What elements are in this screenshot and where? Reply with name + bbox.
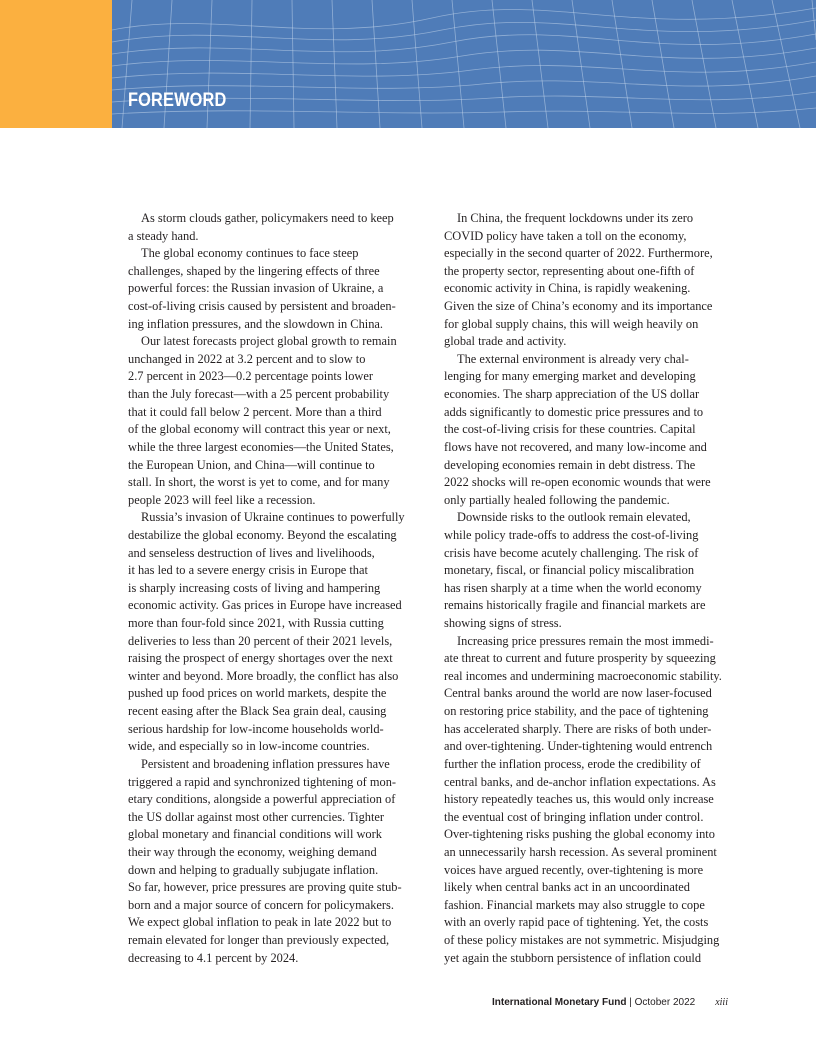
header-accent-block xyxy=(0,0,112,128)
text-line: COVID policy have taken a toll on the economy, xyxy=(444,228,687,243)
text-line: adds significantly to domestic price pressures and to xyxy=(444,404,704,419)
text-line: stall. In short, the worst is yet to come, and for many xyxy=(128,475,390,490)
text-line: etary conditions, alongside a powerful appreciation of xyxy=(128,792,396,807)
text-line: recent easing after the Black Sea grain deal, causing xyxy=(128,704,387,719)
text-line: the cost-of-living crisis for these countries. Capital xyxy=(444,422,696,437)
text-line: voices have argued recently, over-tightening is more xyxy=(444,862,704,877)
footer-date: October 2022 xyxy=(634,997,696,1008)
text-line: In China, the frequent lockdowns under its zero xyxy=(457,211,694,225)
text-line: So far, however, price pressures are proving quite stub- xyxy=(128,880,402,895)
text-line: Central banks around the world are now laser-focused xyxy=(444,686,712,701)
header-band xyxy=(0,0,816,128)
text-line: for global supply chains, this will weigh heavily on xyxy=(444,316,699,331)
text-line: decreasing to 4.1 percent by 2024. xyxy=(128,950,299,965)
text-line: remains historically fragile and financial markets are xyxy=(444,598,706,613)
text-line: developing economies remain in debt distress. The xyxy=(444,457,696,472)
text-line: Given the size of China’s economy and its importance xyxy=(444,299,713,314)
text-line: destabilize the global economy. Beyond the escalating xyxy=(128,527,397,542)
text-line: economic activity in China, is rapidly weakening. xyxy=(444,281,691,296)
text-line: raising the prospect of energy shortages over the next xyxy=(128,651,393,666)
text-line: cost-of-living crisis caused by persistent and broaden- xyxy=(128,299,396,314)
text-line: 2.7 percent in 2023—0.2 percentage points lower xyxy=(128,369,373,384)
text-line: the US dollar against most other currencies. Tighter xyxy=(128,809,385,824)
body-column-right xyxy=(444,210,727,967)
text-line: real incomes and undermining macroeconomic stability. xyxy=(444,668,722,683)
text-line: ate threat to current and future prosperity by squeezing xyxy=(444,651,716,666)
page-number: xiii xyxy=(715,997,728,1008)
text-line: monetary, fiscal, or financial policy miscalibration xyxy=(444,563,695,578)
text-line: economies. The sharp appreciation of the US dollar xyxy=(444,387,700,402)
text-line: history repeatedly teaches us, this would only increase xyxy=(444,792,714,807)
text-line: born and a major source of concern for policymakers. xyxy=(128,897,394,912)
text-line: Over-tightening risks pushing the global economy into xyxy=(444,827,715,842)
text-line: that it could fall below 2 percent. More than a third xyxy=(128,404,382,419)
text-line: serious hardship for low-income households world- xyxy=(128,721,384,736)
text-line: 2022 shocks will re-open economic wounds that were xyxy=(444,475,711,490)
text-line: the eventual cost of bringing inflation under control. xyxy=(444,809,704,824)
text-line: Russia’s invasion of Ukraine continues to powerfully xyxy=(141,510,405,525)
text-line: Downside risks to the outlook remain elevated, xyxy=(457,510,691,525)
text-line: showing signs of stress. xyxy=(444,616,562,631)
text-line: fashion. Financial markets may also struggle to cope xyxy=(444,897,705,912)
text-line: ing inflation pressures, and the slowdown in China. xyxy=(128,316,384,331)
text-line: Our latest forecasts project global growth to remain xyxy=(141,334,397,349)
footer-separator: | xyxy=(626,997,635,1008)
text-line: has risen sharply at a time when the world economy xyxy=(444,580,702,595)
text-line: remain elevated for longer than previously expected, xyxy=(128,932,390,947)
text-line: triggered a rapid and synchronized tightening of mon- xyxy=(128,774,397,789)
text-line: a steady hand. xyxy=(128,228,199,243)
text-line: The external environment is already very chal- xyxy=(457,351,689,366)
text-line: We expect global inflation to peak in late 2022 but to xyxy=(128,915,392,930)
text-line: it has led to a severe energy crisis in Europe that xyxy=(128,563,368,578)
text-line: and over-tightening. Under-tightening would entrench xyxy=(444,739,713,754)
text-line: the property sector, representing about one-fifth of xyxy=(444,263,695,278)
text-line: crisis have become acutely challenging. The risk of xyxy=(444,545,699,560)
body-column-left xyxy=(128,210,411,967)
text-line: The global economy continues to face steep xyxy=(141,246,359,261)
text-line: than the July forecast—with a 25 percent probability xyxy=(128,387,390,402)
text-line: likely when central banks act in an uncoordinated xyxy=(444,880,691,895)
text-line: wide, and especially so in low-income countries. xyxy=(128,739,370,754)
text-line: further the inflation process, erode the credibility of xyxy=(444,756,701,771)
text-line: winter and beyond. More broadly, the conflict has also xyxy=(128,668,399,683)
text-line: As storm clouds gather, policymakers need to keep xyxy=(141,211,394,225)
text-line: economic activity. Gas prices in Europe have increased xyxy=(128,598,402,613)
text-line: and senseless destruction of lives and livelihoods, xyxy=(128,545,375,560)
text-line: their way through the economy, weighing demand xyxy=(128,844,377,859)
text-line: more than four-fold since 2021, with Russia cutting xyxy=(128,616,384,631)
text-line: especially in the second quarter of 2022. Furthermore, xyxy=(444,246,713,261)
text-line: Increasing price pressures remain the most immedi- xyxy=(457,633,714,648)
text-line: yet again the stubborn persistence of inflation could xyxy=(444,950,702,965)
text-line: global monetary and financial conditions will work xyxy=(128,827,382,842)
text-line: with an overly rapid pace of tightening. Yet, the costs xyxy=(444,915,709,930)
text-line: an unnecessarily harsh recession. As several prominent xyxy=(444,844,717,859)
page-footer xyxy=(492,996,728,1010)
text-line: deliveries to less than 20 percent of their 2021 levels, xyxy=(128,633,393,648)
text-line: only partially healed following the pandemic. xyxy=(444,492,670,507)
text-line: people 2023 will feel like a recession. xyxy=(128,492,316,507)
text-line: has accelerated sharply. There are risks of both under- xyxy=(444,721,712,736)
text-line: global trade and activity. xyxy=(444,334,567,349)
text-line: flows have not recovered, and many low-income and xyxy=(444,439,707,454)
text-line: down and helping to gradually subjugate inflation. xyxy=(128,862,379,877)
text-line: pushed up food prices on world markets, despite the xyxy=(128,686,387,701)
text-line: while the three largest economies—the United States, xyxy=(128,439,394,454)
text-line: of these policy mistakes are not symmetric. Misjudging xyxy=(444,932,720,947)
text-line: of the global economy will contract this year or next, xyxy=(128,422,391,437)
text-line: while policy trade-offs to address the cost-of-living xyxy=(444,527,699,542)
text-line: unchanged in 2022 at 3.2 percent and to slow to xyxy=(128,351,366,366)
text-line: challenges, shaped by the lingering effects of three xyxy=(128,263,380,278)
text-line: the European Union, and China—will continue to xyxy=(128,457,375,472)
text-line: Persistent and broadening inflation pressures have xyxy=(141,756,390,771)
text-line: on restoring price stability, and the pace of tightening xyxy=(444,704,709,719)
text-line: powerful forces: the Russian invasion of Ukraine, a xyxy=(128,281,384,296)
text-line: lenging for many emerging market and developing xyxy=(444,369,696,384)
text-line: is sharply increasing costs of living and hampering xyxy=(128,580,381,595)
page-title: FOREWORD xyxy=(128,90,227,111)
footer-publisher: International Monetary Fund xyxy=(492,997,627,1008)
text-line: central banks, and de-anchor inflation expectations. As xyxy=(444,774,716,789)
